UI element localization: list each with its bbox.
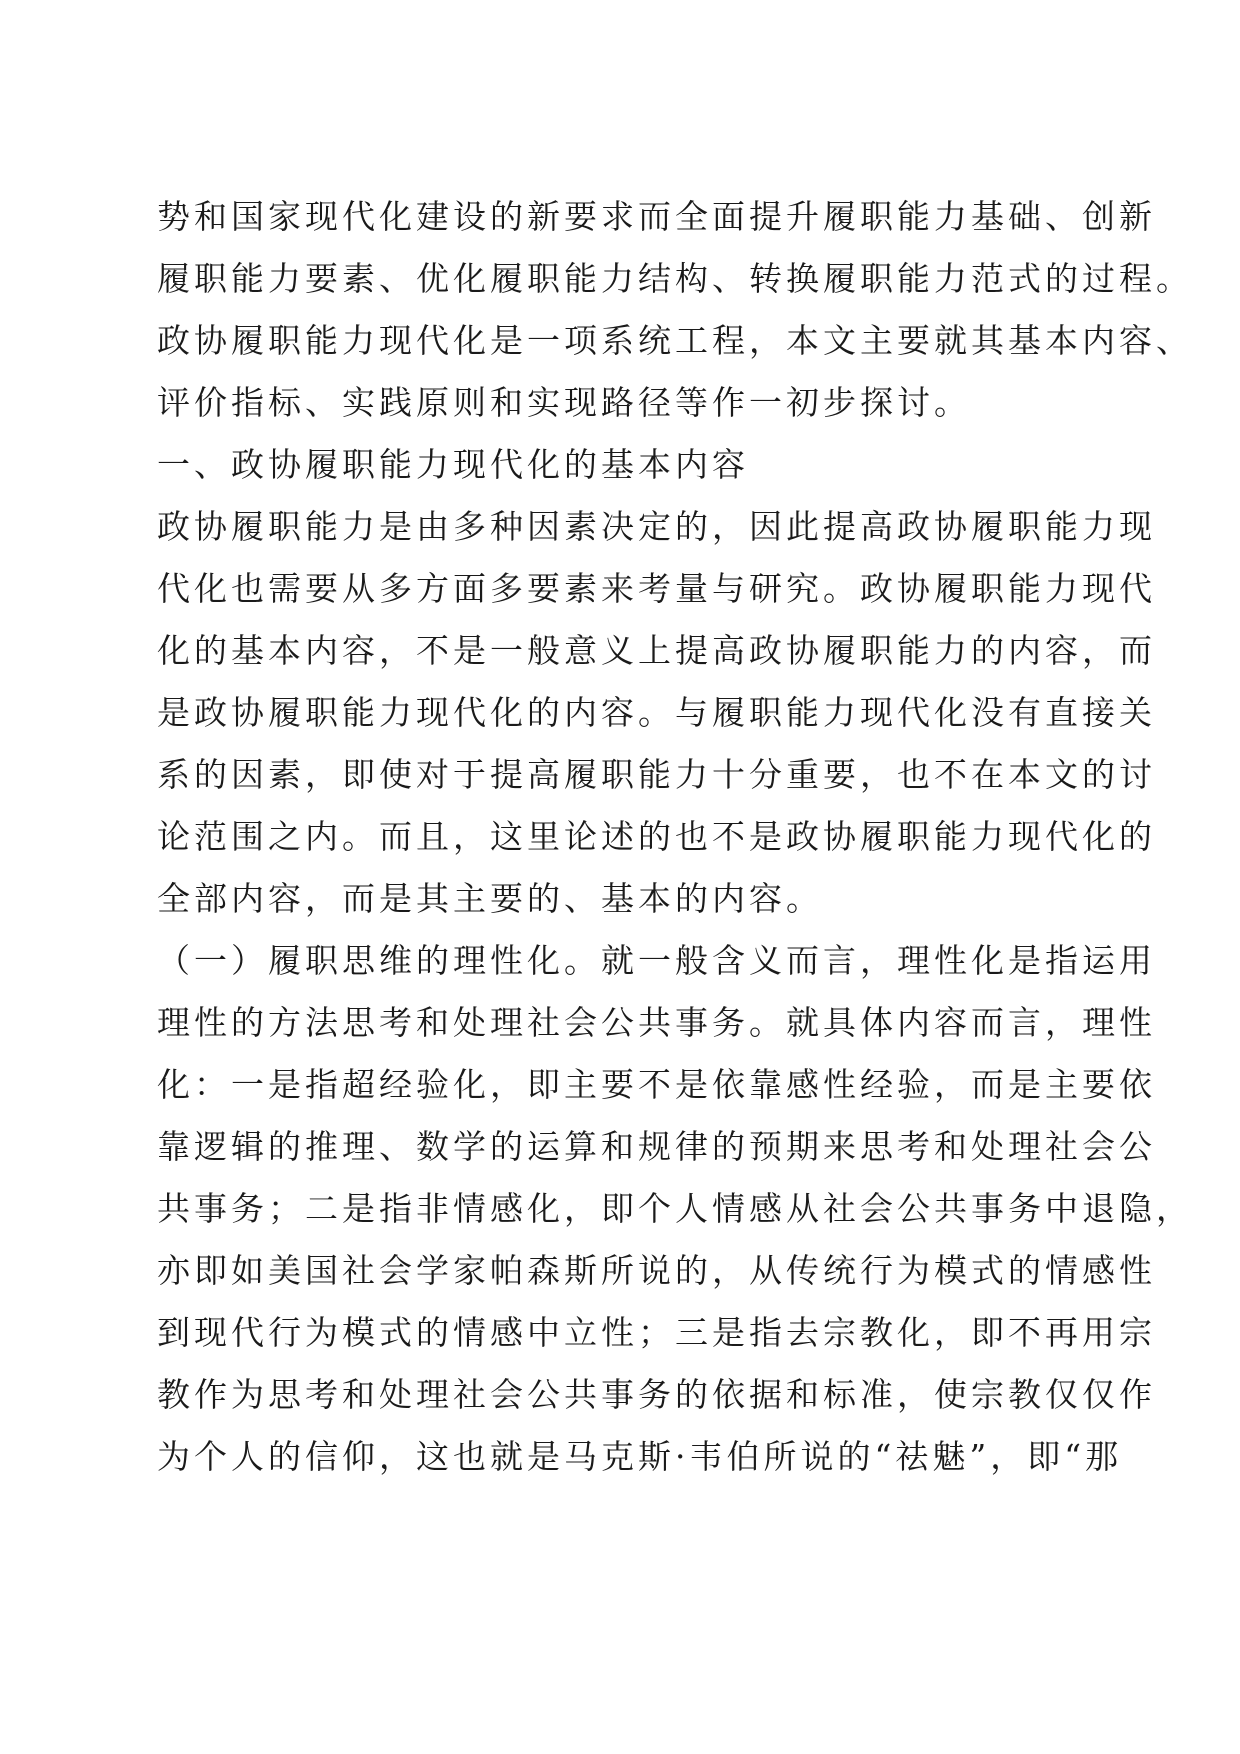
paragraph-line: 代化也需要从多方面多要素来考量与研究。政协履职能力现代 <box>157 569 1156 608</box>
paragraph-line: 亦即如美国社会学家帕森斯所说的，从传统行为模式的情感性 <box>157 1251 1156 1290</box>
paragraph-line: 共事务；二是指非情感化，即个人情感从社会公共事务中退隐， <box>157 1189 1193 1228</box>
paragraph-line: 政协履职能力是由多种因素决定的，因此提高政协履职能力现 <box>157 507 1156 546</box>
paragraph-line: 势和国家现代化建设的新要求而全面提升履职能力基础、创新 <box>157 197 1156 236</box>
paragraph-line: 是政协履职能力现代化的内容。与履职能力现代化没有直接关 <box>157 693 1156 732</box>
paragraph-line: 全部内容，而是其主要的、基本的内容。 <box>157 879 823 918</box>
paragraph-line: 教作为思考和处理社会公共事务的依据和标准，使宗教仅仅作 <box>157 1375 1156 1414</box>
paragraph-line: 为个人的信仰，这也就是马克斯·韦伯所说的“祛魅”，即“那 <box>157 1437 1123 1476</box>
document-body <box>157 186 1193 1488</box>
paragraph-line: 政协履职能力现代化是一项系统工程，本文主要就其基本内容、 <box>157 321 1193 360</box>
paragraph-line: 靠逻辑的推理、数学的运算和规律的预期来思考和处理社会公 <box>157 1127 1156 1166</box>
paragraph-line: 系的因素，即使对于提高履职能力十分重要，也不在本文的讨 <box>157 755 1156 794</box>
paragraph-line: 化的基本内容，不是一般意义上提高政协履职能力的内容，而 <box>157 631 1156 670</box>
paragraph-line: 评价指标、实践原则和实现路径等作一初步探讨。 <box>157 383 971 422</box>
paragraph-line: 理性的方法思考和处理社会公共事务。就具体内容而言，理性 <box>157 1003 1156 1042</box>
paragraph-line: 到现代行为模式的情感中立性；三是指去宗教化，即不再用宗 <box>157 1313 1156 1352</box>
paragraph-line: 论范围之内。而且，这里论述的也不是政协履职能力现代化的 <box>157 817 1156 856</box>
paragraph-line: 化：一是指超经验化，即主要不是依靠感性经验，而是主要依 <box>157 1065 1156 1104</box>
subsection-line: （一）履职思维的理性化。就一般含义而言，理性化是指运用 <box>157 941 1156 980</box>
paragraph-line: 履职能力要素、优化履职能力结构、转换履职能力范式的过程。 <box>157 259 1193 298</box>
section-heading: 一、政协履职能力现代化的基本内容 <box>157 445 749 484</box>
